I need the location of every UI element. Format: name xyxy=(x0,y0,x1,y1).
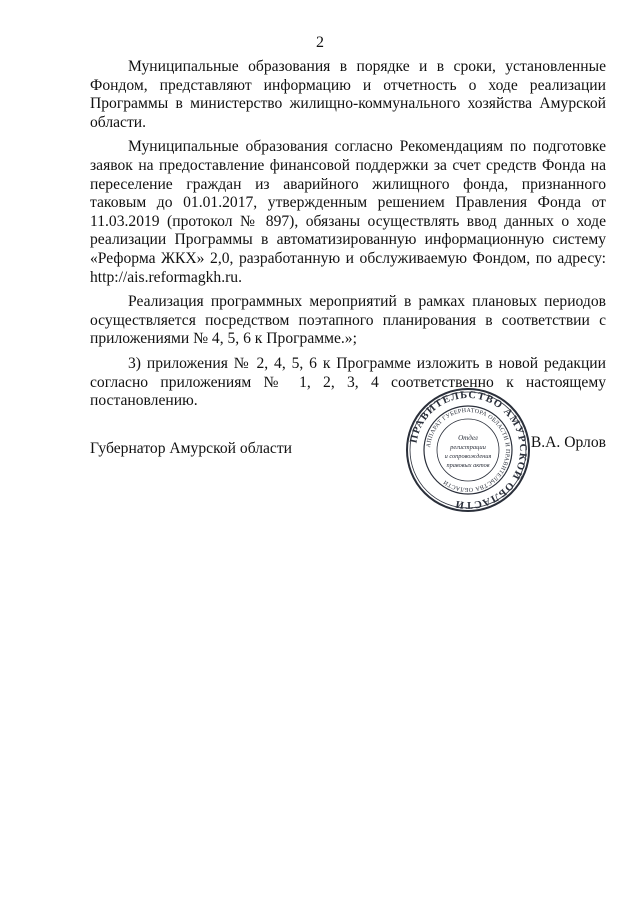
seal-center-line-4: правовых актов xyxy=(446,462,490,469)
seal-inner-text: АППАРАТ ГУБЕРНАТОРА ОБЛАСТИ И ПРАВИТЕЛЬСТВА ОБЛАСТИ xyxy=(426,407,511,493)
signatory-position: Губернатор Амурской области xyxy=(90,440,293,457)
seal-center-line-2: регистрации xyxy=(450,444,486,451)
scan-edge-artifact xyxy=(0,0,40,4)
seal-outer-text: ПРАВИТЕЛЬСТВО АМУРСКОЙ ОБЛАСТИ xyxy=(408,389,529,511)
paragraph-data-entry: Муниципальные образования согласно Рекомендациям по подготовке заявок на предоставление финансовой поддержки за счет средств Фонда на переселение граждан из аварийного жилищного фонда, признанного таковым до 01.01.2017, утвержденным решением Правления Фонда от 11.03.2019 (протокол № 897), обязаны осуществлять ввод данных о ходе реализации Программы в автоматизированную информационную систему «Реформа ЖКХ» 2,0, разработанную и обслуживаемую Фондом, по адресу: http://ais.reformagkh.ru. xyxy=(90,138,606,286)
seal-center-line-3: и сопровождения xyxy=(444,453,492,460)
page-number: 2 xyxy=(316,34,324,51)
signatory-name: В.А. Орлов xyxy=(530,434,606,451)
document-body xyxy=(90,58,606,417)
paragraph-planning: Реализация программных мероприятий в рамках плановых периодов осуществляется посредством поэтапного планирования в соответствии с приложениями № 4, 5, 6 к Программе.»; xyxy=(90,293,606,348)
seal-center-line-1: Отдел xyxy=(458,434,478,442)
paragraph-reporting: Муниципальные образования в порядке и в сроки, установленные Фондом, представляют информацию и отчетность о ходе реализации Программы в министерство жилищно-коммунального хозяйства Амурской области. xyxy=(90,58,606,131)
paragraph-annexes: 3) приложения № 2, 4, 5, 6 к Программе изложить в новой редакции согласно приложениям № 1, 2, 3, 4 соответственно к настоящему постановлению. xyxy=(90,354,606,410)
